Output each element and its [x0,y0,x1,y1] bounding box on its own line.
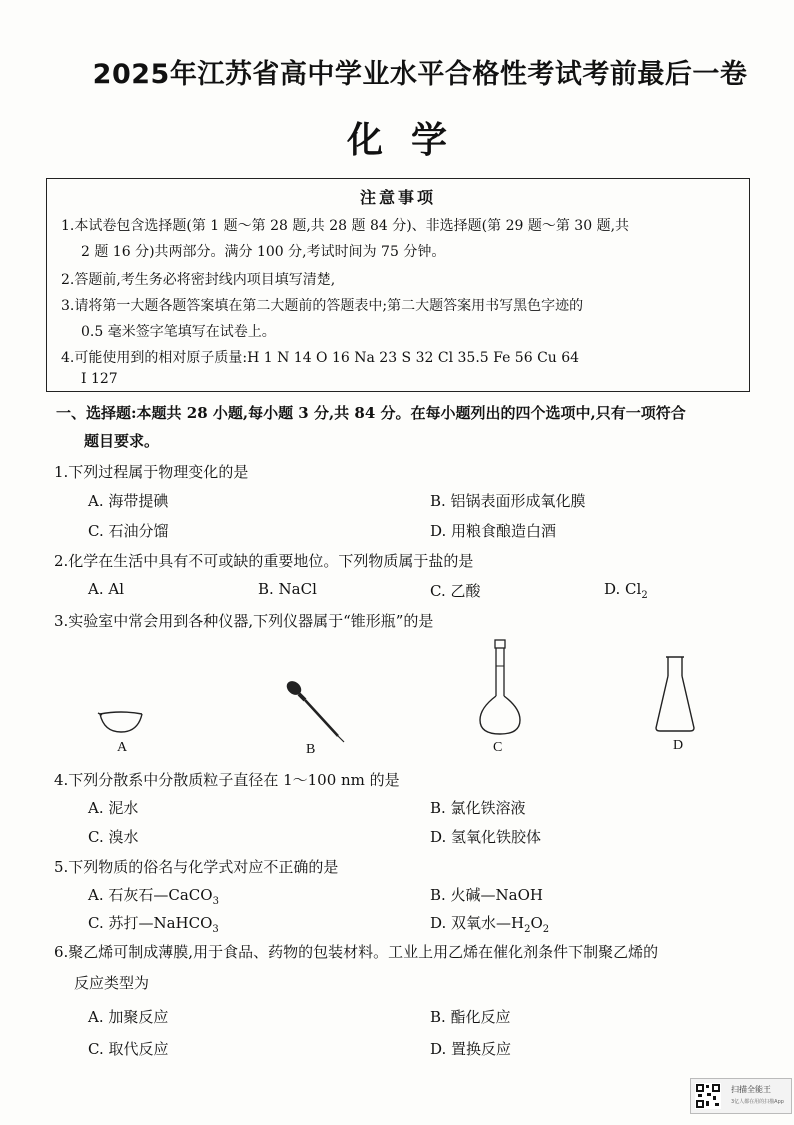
watermark-label: 扫描全能王 [731,1085,771,1094]
option-b-label: B [306,742,316,757]
question-stem: 5.下列物质的俗名与化学式对应不正确的是 [54,858,339,876]
option-b: B. 氯化铁溶液 [430,799,526,817]
option-a: A. 泥水 [88,799,139,817]
notice-line: 4.可能使用到的相对原子质量:H 1 N 14 O 16 Na 23 S 32 Cl 35.5 Fe 56 Cu 64 [61,350,580,366]
exam-title: 2025年江苏省高中学业水平合格性考试考前最后一卷 [92,59,748,90]
option-d: D. 置换反应 [430,1040,512,1058]
option-c-label: C [493,740,503,755]
option-d: D. 用粮食酿造白酒 [430,522,557,540]
option-b: B. 铝锅表面形成氧化膜 [430,492,586,510]
section-heading-cont: 题目要求。 [84,432,160,450]
option-b: B. 火碱—NaOH [430,886,544,904]
subject-title: 化学 [346,120,475,161]
qr-code-icon [695,1083,721,1109]
option-d: D. $Cl_2$ [604,580,648,601]
dropper-image [280,676,350,746]
option-c: C. 取代反应 [88,1040,169,1058]
scanner-watermark [690,1078,792,1114]
notice-line: 3.请将第一大题各题答案填在第二大题前的答题表中;第二大题答案用书写黑色字迹的 [61,298,584,314]
evaporating-dish-image [96,700,146,734]
notice-line: 0.5 毫米签字笔填写在试卷上。 [81,324,276,340]
notice-line: 2 题 16 分)共两部分。满分 100 分,考试时间为 75 分钟。 [81,244,446,260]
option-d: D. 氢氧化铁胶体 [430,828,542,846]
question-stem: 1.下列过程属于物理变化的是 [54,463,249,481]
option-c: C. 苏打—NaHCO$_3$ [88,914,219,935]
option-a: A. Al [88,580,124,598]
option-c: C. 石油分馏 [88,522,169,540]
notice-line: 1.本试卷包含选择题(第 1 题～第 28 题,共 28 题 84 分)、非选择题(第 29 题～第 30 题,共 [61,218,630,234]
conical-flask-image [652,654,698,734]
option-d: D. 双氧水$—H_2O_2$ [430,914,550,935]
question-stem: 6.聚乙烯可制成薄膜,用于食品、药物的包装材料。工业上用乙烯在催化剂条件下制聚乙烯的 [54,943,659,961]
option-d-label: D [673,738,684,753]
watermark-sublabel: 3亿人都在用的扫描App [731,1099,784,1105]
notice-box [46,178,750,392]
notice-line: 2.答题前,考生务必将密封线内项目填写清楚, [61,272,336,288]
option-a: A. 石灰石—CaCO$_3$ [88,886,219,907]
option-a-label: A [117,740,128,755]
notice-title: 注意事项 [359,188,436,207]
option-b: B. NaCl [258,580,317,598]
question-stem: 2.化学在生活中具有不可或缺的重要地位。下列物质属于盐的是 [54,552,474,570]
option-b: B. 酯化反应 [430,1008,511,1026]
question-stem: 3.实验室中常会用到各种仪器,下列仪器属于“锥形瓶”的是 [54,612,434,630]
section-heading: 一、选择题:本题共 28 小题,每小题 3 分,共 84 分。在每小题列出的四个选项中,只有一项符合 [56,404,686,422]
option-c: C. 乙酸 [430,582,481,600]
question-stem-cont: 反应类型为 [74,974,150,992]
option-a: A. 加聚反应 [88,1008,169,1026]
notice-line: I 127 [81,371,118,387]
option-a: A. 海带提碘 [88,492,169,510]
question-stem: 4.下列分散系中分散质粒子直径在 1～100 nm 的是 [54,771,400,789]
option-c: C. 溴水 [88,828,139,846]
volumetric-flask-image [476,638,524,738]
